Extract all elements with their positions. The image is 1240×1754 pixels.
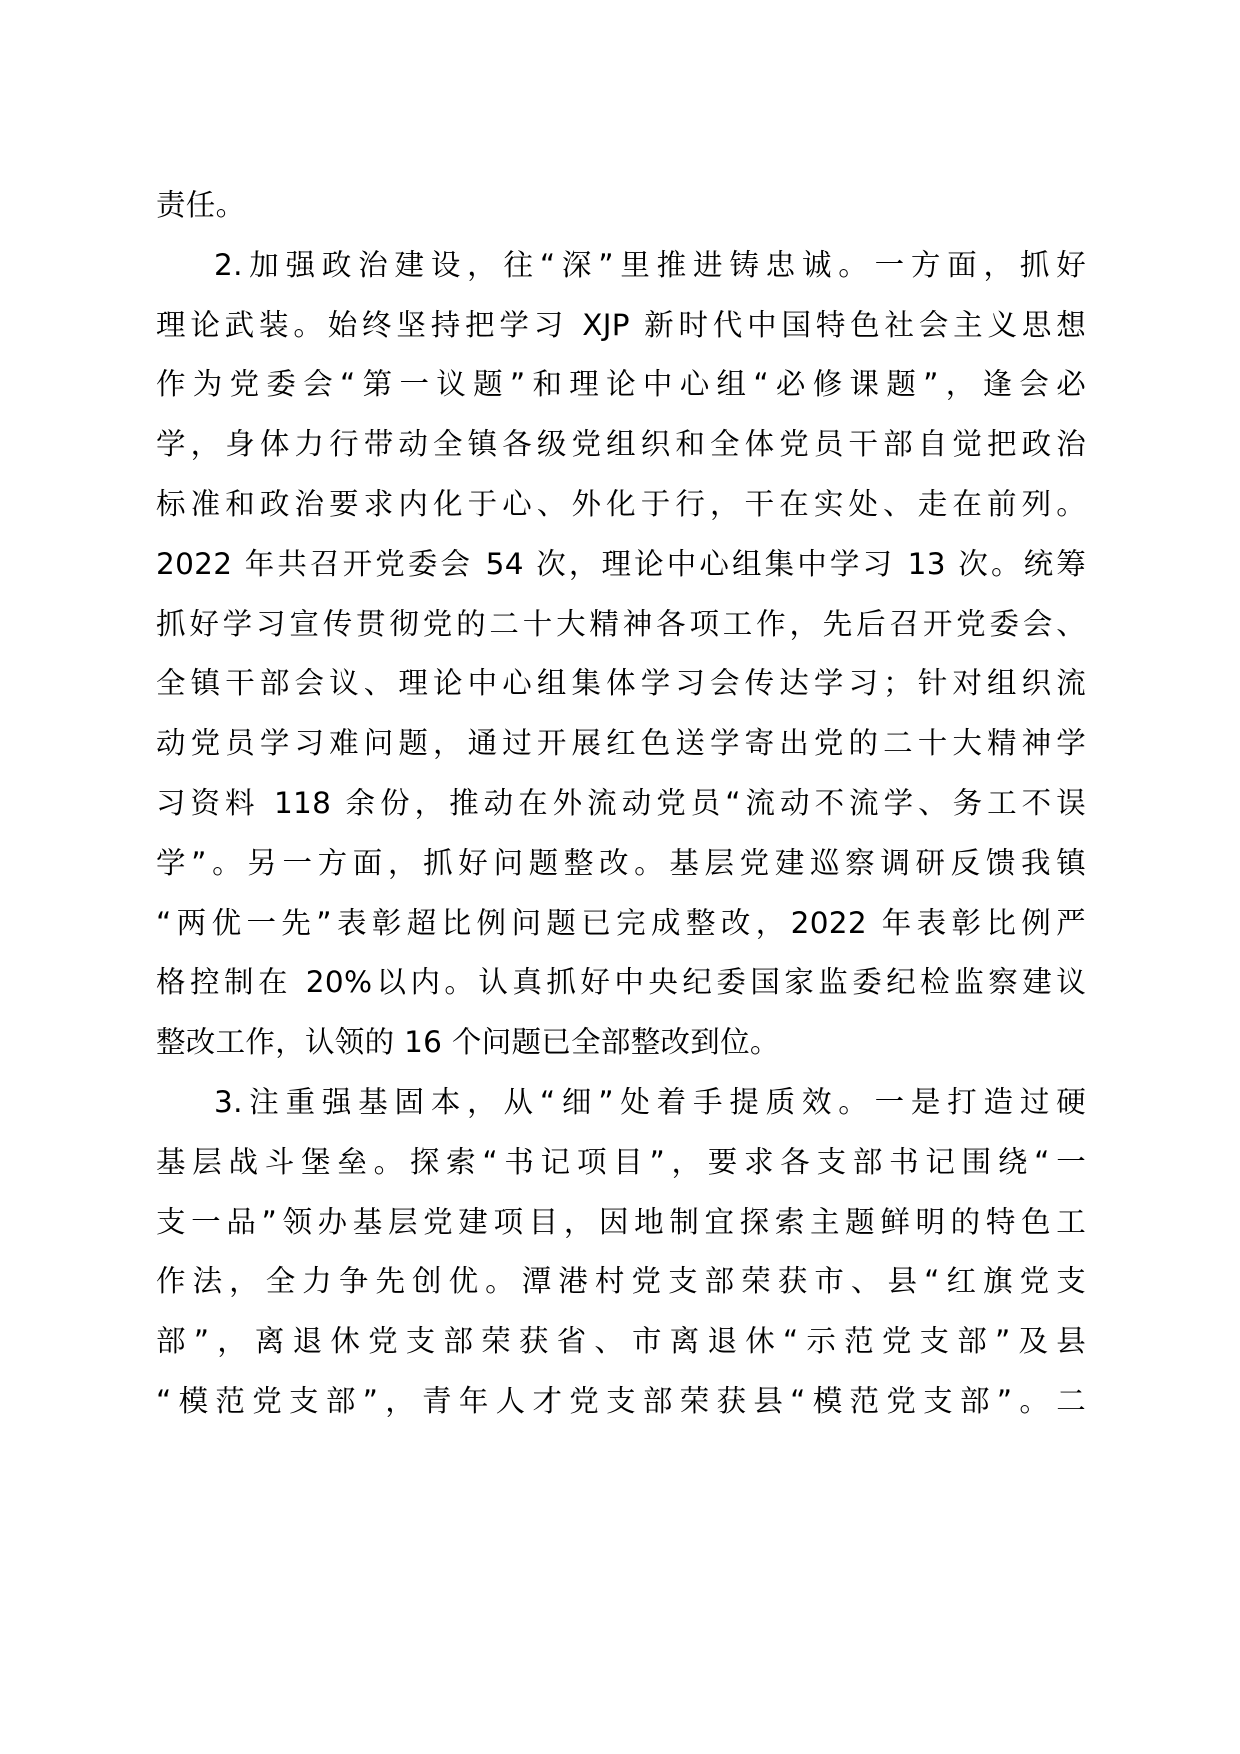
text-line: 抓好学习宣传贯彻党的二十大精神各项工作，先后召开党委会、 <box>156 606 1086 641</box>
text-line: “模范党支部”，青年人才党支部荣获县“模范党支部”。二 <box>156 1383 1086 1418</box>
text-line: 格控制在 20%以内。认真抓好中央纪委国家监委纪检监察建议 <box>156 965 1086 1000</box>
text-line: 基层战斗堡垒。探索“书记项目”，要求各支部书记围绕“一 <box>156 1144 1086 1179</box>
text-line: 学”。另一方面，抓好问题整改。基层党建巡察调研反馈我镇 <box>156 845 1086 880</box>
paragraph <box>156 176 1086 236</box>
text-line: 理论武装。始终坚持把学习 XJP 新时代中国特色社会主义思想 <box>156 307 1086 342</box>
text-line: 学，身体力行带动全镇各级党组织和全体党员干部自觉把政治 <box>156 427 1086 462</box>
text-line: 2.加强政治建设，往“深”里推进铸忠诚。一方面，抓好 <box>214 247 1086 282</box>
paragraph <box>156 1073 1086 1432</box>
text-line: 动党员学习难问题，通过开展红色送学寄出党的二十大精神学 <box>156 726 1086 761</box>
text-line: “两优一先”表彰超比例问题已完成整改，2022 年表彰比例严 <box>156 905 1086 940</box>
text-line: 作为党委会“第一议题”和理论中心组“必修课题”，逢会必 <box>156 367 1086 402</box>
document-body <box>156 176 1086 1432</box>
text-line: 标准和政治要求内化于心、外化于行，干在实处、走在前列。 <box>156 486 1086 521</box>
text-line: 2022 年共召开党委会 54 次，理论中心组集中学习 13 次。统筹 <box>156 546 1086 581</box>
text-line: 3.注重强基固本，从“细”处着手提质效。一是打造过硬 <box>214 1084 1086 1119</box>
text-line: 整改工作，认领的 16 个问题已全部整改到位。 <box>156 1025 780 1060</box>
text-line: 作法，全力争先创优。潭港村党支部荣获市、县“红旗党支 <box>156 1264 1086 1299</box>
text-line: 责任。 <box>156 188 246 222</box>
text-line: 习资料 118 余份，推动在外流动党员“流动不流学、务工不误 <box>156 785 1086 820</box>
text-line: 部”，离退休党支部荣获省、市离退休“示范党支部”及县 <box>156 1324 1086 1359</box>
paragraph <box>156 236 1086 1073</box>
text-line: 支一品”领办基层党建项目，因地制宜探索主题鲜明的特色工 <box>156 1204 1086 1239</box>
text-line: 全镇干部会议、理论中心组集体学习会传达学习；针对组织流 <box>156 666 1086 701</box>
